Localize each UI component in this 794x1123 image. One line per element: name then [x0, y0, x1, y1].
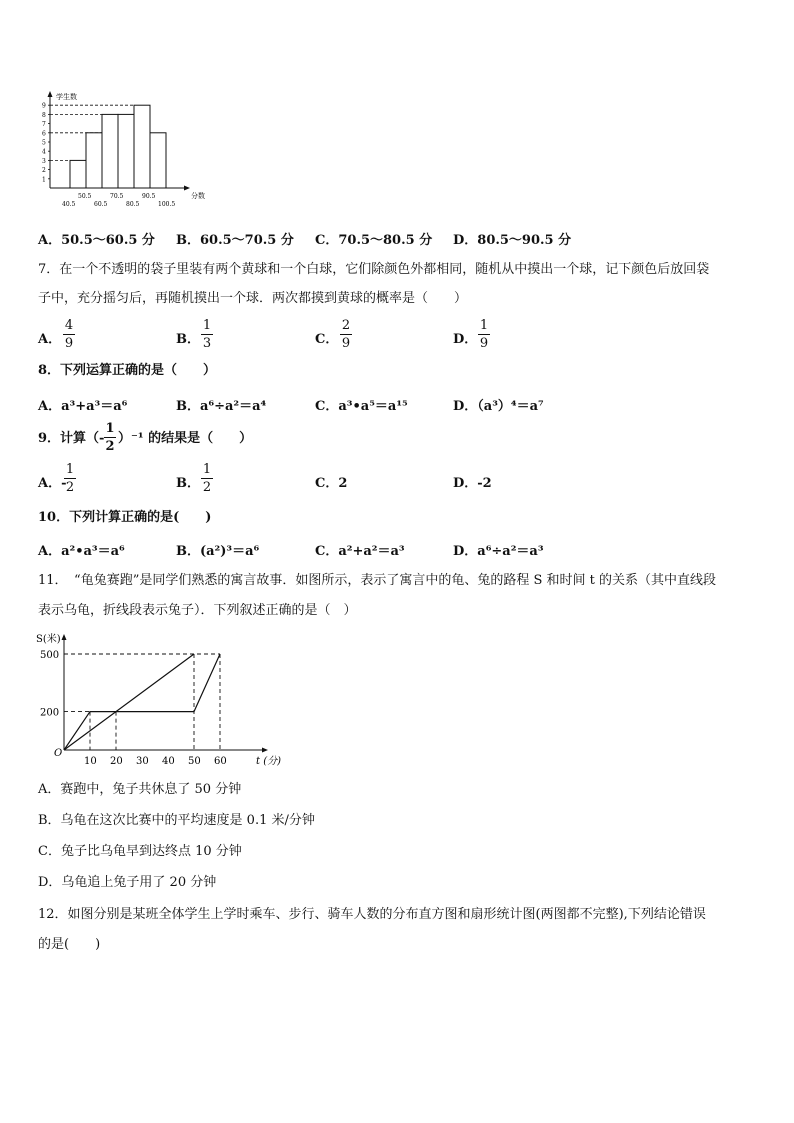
q7-option-b-label: B．: [176, 332, 200, 347]
hist-bar: [70, 160, 86, 188]
fraction-denominator: 2: [202, 480, 212, 495]
race-x-tick-label: 50: [188, 756, 201, 767]
q6-option-b: B．60.5～70.5 分: [176, 233, 294, 248]
hist-y-tick-label: 8: [42, 111, 46, 119]
q7-option-d-fraction: [478, 318, 490, 351]
race-x-tick-label: 40: [162, 756, 175, 767]
q8-option-d: D．（a³）⁴＝a⁷: [453, 399, 544, 414]
hist-y-tick-label: 7: [42, 121, 46, 129]
hist-x-tick-label: 40.5: [62, 201, 76, 208]
fraction-denominator: 9: [479, 336, 489, 351]
hist-x-tick-label: 80.5: [126, 201, 140, 208]
fraction-denominator: 2: [105, 439, 115, 454]
fraction-denominator: 2: [65, 480, 75, 495]
q10-stem: 10．下列计算正确的是( ): [38, 510, 212, 525]
race-y-tick-label: 200: [40, 707, 60, 719]
race-xlabel: t (分): [256, 756, 281, 767]
q9-option-a-fraction: [64, 462, 76, 495]
fraction-numerator: 1: [105, 421, 115, 436]
fraction-denominator: 3: [202, 336, 212, 351]
q6-option-d: D．80.5～90.5 分: [453, 233, 572, 248]
hist-y-tick-label: 2: [42, 167, 46, 175]
q8-option-b: B．a⁶÷a²＝a⁴: [176, 399, 267, 414]
race-x-tick-label: 20: [110, 756, 123, 767]
hist-bar: [118, 114, 134, 188]
histogram-figure: [36, 88, 206, 210]
hist-y-arrow: [48, 91, 53, 97]
hist-bar: [102, 114, 118, 188]
q8-option-c: C．a³•a⁵＝a¹⁵: [315, 399, 408, 414]
race-x-tick-label: 60: [214, 756, 227, 767]
hist-y-tick-label: 1: [42, 176, 46, 184]
q9-option-b-fraction: [201, 462, 213, 495]
hist-y-tick-label: 4: [42, 148, 46, 156]
q7-option-c-fraction: [340, 318, 352, 351]
hist-x-tick-label: 100.5: [158, 201, 176, 208]
q10-option-a: A．a²•a³＝a⁶: [38, 544, 125, 559]
q7-option-b-fraction: [201, 318, 213, 351]
q7-option-a-label: A．: [38, 332, 62, 347]
race-ylabel: S(米): [36, 634, 61, 645]
hist-ylabel: 学生数: [56, 93, 77, 101]
hist-y-tick-label: 5: [42, 139, 46, 147]
q12-stem-line2: 的是( ): [38, 937, 101, 952]
fraction-numerator: 4: [64, 318, 74, 333]
q11-stem-line1: 11． “龟兔赛跑”是同学们熟悉的寓言故事．如图所示，表示了寓言中的龟、兔的路程 S 和时间 t 的关系（其中直线段: [38, 573, 716, 588]
hist-y-tick-label: 3: [42, 157, 46, 165]
hist-x-tick-label: 50.5: [78, 193, 92, 200]
hist-x-tick-label: 90.5: [142, 193, 156, 200]
fraction-numerator: 2: [341, 318, 351, 333]
tortoise-line: [64, 654, 194, 750]
hist-bar: [134, 105, 150, 188]
q9-option-b-label: B．: [176, 476, 200, 491]
q9-stem-fraction: [104, 421, 116, 454]
hist-x-arrow: [184, 186, 190, 191]
hist-bar: [150, 133, 166, 188]
hist-xlabel: 分数: [191, 192, 205, 200]
hist-x-tick-label: 70.5: [110, 193, 124, 200]
q9-stem-pre: 9．计算（-: [38, 431, 105, 446]
race-graph-figure: [34, 630, 284, 770]
q6-option-c: C．70.5～80.5 分: [315, 233, 433, 248]
race-x-tick-label: 10: [84, 756, 97, 767]
q7-option-c-label: C．: [315, 332, 339, 347]
q11-option-b: B．乌龟在这次比赛中的平均速度是 0.1 米/分钟: [38, 813, 315, 828]
hist-y-tick-label: 6: [42, 130, 46, 138]
q10-option-d: D．a⁶÷a²＝a³: [453, 544, 544, 559]
q11-option-a: A．赛跑中，兔子共休息了 50 分钟: [38, 782, 242, 797]
q11-option-c: C．兔子比乌龟早到达终点 10 分钟: [38, 844, 242, 859]
hist-y-tick-label: 9: [42, 102, 46, 110]
fraction-denominator: 9: [64, 336, 74, 351]
race-y-tick-label: 500: [40, 650, 60, 661]
q7-stem-line2: 子中，充分摇匀后，再随机摸出一个球．两次都摸到黄球的概率是（ ）: [38, 291, 468, 306]
q7-option-d-label: D．: [453, 332, 478, 347]
fraction-numerator: 1: [479, 318, 489, 333]
q6-option-a: A．50.5～60.5 分: [38, 233, 155, 248]
q9-option-a-label: A．-: [38, 476, 67, 491]
race-x-arrow: [262, 748, 268, 753]
fraction-numerator: 1: [202, 318, 212, 333]
fraction-denominator: 9: [341, 336, 351, 351]
hist-bar: [86, 133, 102, 188]
q10-option-b: B．(a²)³＝a⁶: [176, 544, 260, 559]
q11-option-d: D．乌龟追上兔子用了 20 分钟: [38, 875, 217, 890]
q10-option-c: C．a²+a²＝a³: [315, 544, 405, 559]
hist-x-tick-label: 60.5: [94, 201, 108, 208]
q7-option-a-fraction: [63, 318, 75, 351]
q8-stem: 8．下列运算正确的是（ ）: [38, 363, 217, 378]
q9-option-d: D．-2: [453, 476, 492, 491]
race-origin: O: [54, 748, 63, 759]
q9-stem-post: ）⁻¹ 的结果是（ ）: [118, 431, 253, 446]
q9-option-c: C．2: [315, 476, 348, 491]
q7-stem-line1: 7．在一个不透明的袋子里装有两个黄球和一个白球，它们除颜色外都相同，随机从中摸出一个球，记下颜色后放回袋: [38, 262, 710, 277]
race-x-tick-label: 30: [136, 756, 149, 767]
q11-stem-line2: 表示乌龟，折线段表示兔子）．下列叙述正确的是（ ）: [38, 603, 357, 618]
q12-stem-line1: 12．如图分别是某班全体学生上学时乘车、步行、骑车人数的分布直方图和扇形统计图(两图都不完整),下列结论错误: [38, 907, 706, 922]
race-y-arrow: [62, 634, 67, 640]
rabbit-polyline: [64, 654, 220, 750]
fraction-numerator: 1: [202, 462, 212, 477]
q8-option-a: A．a³+a³＝a⁶: [38, 399, 128, 414]
fraction-numerator: 1: [65, 462, 75, 477]
